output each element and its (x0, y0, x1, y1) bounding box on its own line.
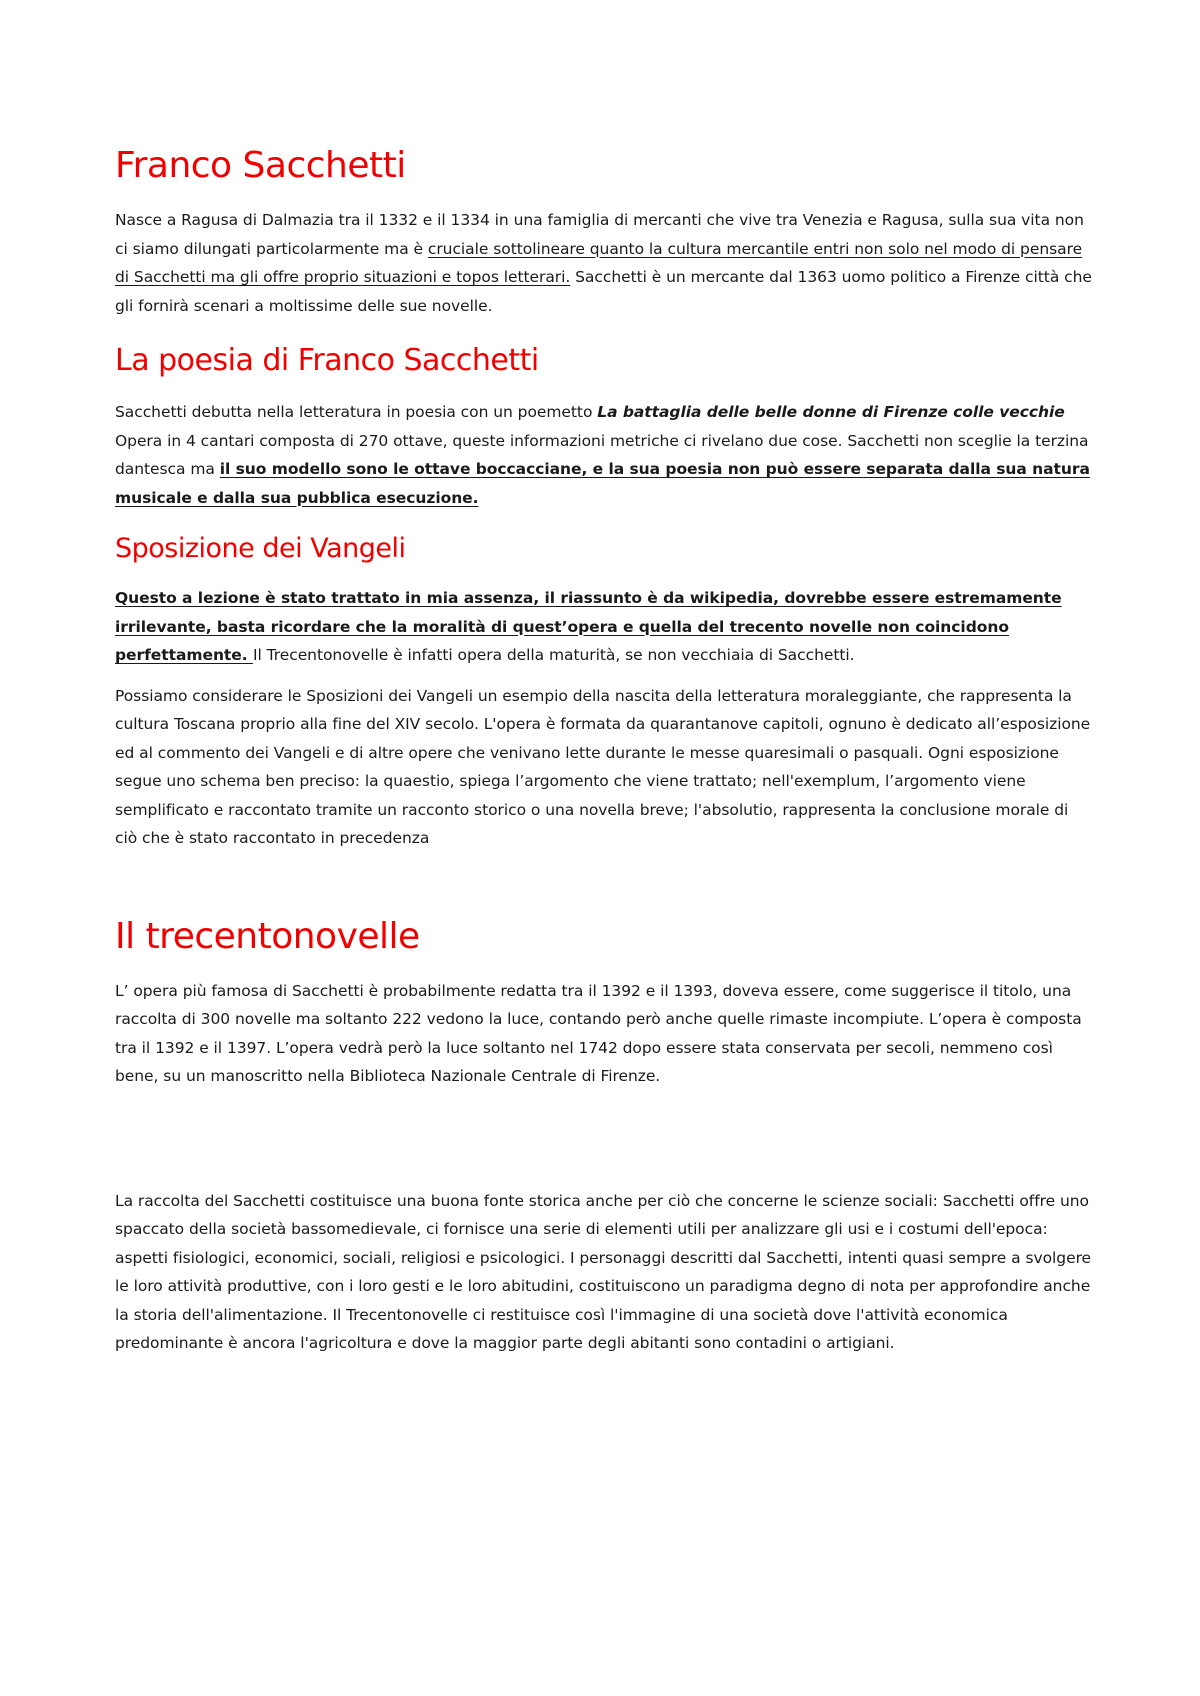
paragraph-sposizione-description: Possiamo considerare le Sposizioni dei Vangeli un esempio della nascita della letteratura moraleggiante, che rappresenta la cultura Toscana proprio alla fine del XIV secolo. L'opera è formata da quarantanove capitoli, ognuno è dedicato all’esposizione ed al commento dei Vangeli e di altre opere che venivano lette durante le messe quaresimali o pasquali. Ogni esposizione segue uno schema ben preciso: la quaestio, spiega l’argomento che viene trattato; nell'exemplum, l’argomento viene semplificato e raccontato tramite un racconto storico o una novella breve; l'absolutio, rappresenta la conclusione morale di ciò che è stato raccontato in precedenza (115, 686, 1091, 847)
text-run: Sacchetti debutta nella letteratura in poesia con un poemetto (115, 403, 598, 421)
text-run: Il Trecentonovelle è infatti opera della maturità, se non vecchiaia di Sacchetti. (252, 646, 855, 664)
paragraph-sposizione-note (115, 584, 1095, 670)
text-run: Nasce a Ragusa di Dalmazia tra il 1332 e il 1334 in una famiglia di mercanti che vive tra Venezia e Ragusa, sulla sua vita non ci siamo dilungati particolarmente ma è (115, 211, 1084, 258)
text-run-bold-underlined: il suo modello sono le ottave boccacciane, e la sua poesia non può essere separata dalla sua natura musicale e dalla sua pubblica esecuzione. (115, 460, 1090, 507)
text-run: Sacchetti è un mercante dal 1363 uomo politico a Firenze città che gli fornirà scenari a moltissime delle sue novelle. (115, 268, 1092, 315)
heading-il-trecentonovelle: Il trecentonovelle (115, 915, 420, 957)
heading-la-poesia: La poesia di Franco Sacchetti (115, 343, 539, 378)
paragraph-trecentonovelle-society: La raccolta del Sacchetti costituisce una buona fonte storica anche per ciò che concerne le scienze sociali: Sacchetti offre uno spaccato della società bassomedievale, ci fornisce una serie di elementi utili per analizzare gli usi e i costumi dell'epoca: aspetti fisiologici, economici, sociali, religiosi e psicologici. I personaggi descritti dal Sacchetti, intenti quasi sempre a svolgere le loro attività produttive, con i loro gesti e le loro abitudini, costituiscono un paradigma degno di nota per approfondire anche la storia dell'alimentazione. Il Trecentonovelle ci restituisce così l'immagine di una società dove l'attività economica predominante è ancora l'agricoltura e dove la maggior parte degli abitanti sono contadini o artigiani. (115, 1191, 1092, 1352)
text-run-poem-title: La battaglia delle belle donne di Firenze colle vecchie (597, 403, 1065, 421)
heading-sposizione-dei-vangeli: Sposizione dei Vangeli (115, 533, 406, 564)
paragraph-poesia (115, 398, 1095, 512)
text-run-bold-underlined: Questo a lezione è stato trattato in mia assenza, il riassunto è da wikipedia, dovrebbe essere estremamente irrilevante, basta ricordare che la moralità di quest’opera e quella del trecento novelle non coincidono perfettamente. (115, 589, 1062, 664)
paragraph-biography (115, 206, 1095, 320)
paragraph-trecentonovelle-intro: L’ opera più famosa di Sacchetti è probabilmente redatta tra il 1392 e il 1393, doveva essere, come suggerisce il titolo, una raccolta di 300 novelle ma soltanto 222 vedono la luce, contando però anche quelle rimaste incompiute. L’opera è composta tra il 1392 e il 1397. L’opera vedrà però la luce soltanto nel 1742 dopo essere stata conservata per secoli, nemmeno così bene, su un manoscritto nella Biblioteca Nazionale Centrale di Firenze. (115, 981, 1082, 1085)
text-run-underlined: cruciale sottolineare quanto la cultura mercantile entri non solo nel modo di pensare di Sacchetti ma gli offre proprio situazioni e topos letterari. (115, 239, 1083, 286)
heading-franco-sacchetti: Franco Sacchetti (115, 145, 406, 186)
text-run: Opera in 4 cantari composta di 270 ottave, queste informazioni metriche ci rivelano due cose. Sacchetti non sceglie la terzina dantesca ma (115, 431, 1089, 478)
document-body (115, 140, 1095, 1358)
